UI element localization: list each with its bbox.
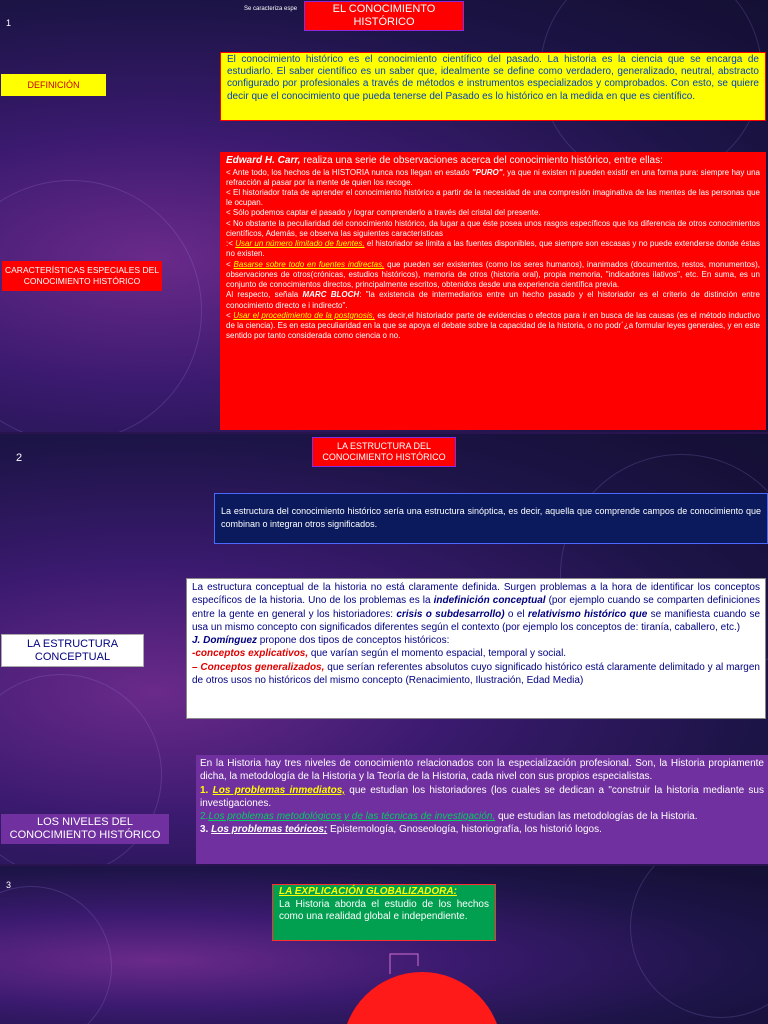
point-7-c: : "la existencia de intermediarios entre un hecho pasado y el historiador es el criterio de distinción entre conocimiento directo e i indirecto". bbox=[226, 290, 760, 310]
point-8 bbox=[226, 311, 760, 342]
c-6: relativismo histórico que bbox=[527, 608, 648, 620]
level-3 bbox=[200, 823, 764, 836]
l-4-b: Los problemas teóricos; bbox=[211, 824, 328, 836]
c-2: indefinición conceptual bbox=[433, 595, 546, 607]
conceptual-paragraph bbox=[192, 581, 760, 634]
levels-text bbox=[196, 755, 768, 864]
point-7-a: Al respecto, señala bbox=[226, 290, 303, 300]
l-2-b: Los problemas inmediatos, bbox=[212, 784, 346, 796]
point-5-b: Usar un número limitado de fuentes, bbox=[235, 239, 365, 249]
l-3-a: 2. bbox=[200, 811, 209, 823]
point-3: < Sólo podemos captar el pasado y lograr comprenderlo a través del cristal del presente. bbox=[226, 208, 541, 218]
l-4-a: 3. bbox=[200, 824, 212, 836]
l-2-c: que estudian los historiadores (los cuales se dedican a "construir la historia mediante sus investigaciones. bbox=[200, 784, 764, 809]
decorative-circle bbox=[0, 886, 112, 1024]
l-4-c: Epistemología, Gnoseología, historiografía, los historió logos. bbox=[327, 824, 602, 836]
c-3: (por ejemplo cuando se comparten definiciones entre la gente en general y los historiadores: bbox=[192, 595, 760, 620]
structure-intro: La estructura del conocimiento histórico sería una estructura sinóptica, es decir, aquella que comprende campos de conocimiento que combinan o integran otros significados. bbox=[214, 493, 768, 544]
generalizados-line bbox=[192, 661, 760, 688]
l-3-c: que estudian las metodologías de la Historia. bbox=[495, 811, 698, 823]
point-6 bbox=[226, 260, 760, 291]
point-7-b: MARC BLOCH bbox=[302, 290, 360, 300]
decorative-circle bbox=[0, 180, 202, 432]
c-13: que serían referentes absolutos cuyo significado histórico está claramente delimitado y al margen de otros usos no históricos del mismo concepto (Renacimiento, Ilustración, Edad Media) bbox=[192, 661, 760, 687]
point-5 bbox=[226, 239, 760, 259]
c-12: – Conceptos generalizados, bbox=[192, 661, 325, 673]
conceptual-label: LA ESTRUCTURA CONCEPTUAL bbox=[1, 634, 144, 667]
globalizing-text: La Historia aborda el estudio de los hechos como una realidad global e independiente. bbox=[279, 898, 489, 922]
point-8-a: < bbox=[226, 310, 234, 320]
c-10: -conceptos explicativos, bbox=[192, 648, 309, 660]
c-11: que varían según el momento espacial, temporal y social. bbox=[308, 648, 567, 660]
point-8-b: Usar el procedimiento de la postgnosis, bbox=[233, 310, 375, 320]
point-6-a: < bbox=[226, 259, 234, 269]
point-1 bbox=[226, 168, 760, 188]
level-1 bbox=[200, 784, 764, 811]
conceptual-text bbox=[186, 578, 766, 719]
point-2: < El historiador trata de aprender el conocimiento histórico a partir de la necesidad de una compresión imaginativa de las mentes de las personas que le ocupan. bbox=[226, 187, 760, 208]
point-8-c: es decir,el historiador parte de evidencias o efectos para ir en busca de las causas (es el método inductivo de la ciencia). Es en esta peculiaridad en la que se apoya el debate sobre la capacidad de la historia, o no podr´¿a formular leyes generales, y en este sentido por tanto considerada como ciencia o no. bbox=[226, 310, 760, 341]
definition-label: DEFINICIÓN bbox=[1, 74, 106, 96]
characteristics-label: CARACTERÍSTICAS ESPECIALES DEL CONOCIMIENTO HISTÓRICO bbox=[2, 261, 162, 291]
c-1: La estructura conceptual de la historia no está claramente definida. Surgen problemas a la hora de identificar los conceptos específicos de la historia. Uno de los problemas es la bbox=[192, 582, 760, 607]
point-6-c: que pueden ser existentes (como los seres humanos), inanimados (documentos, restos, monumentos), observaciones de otros(crónicas, estudios históricos), memoria de otros (historia oral), propia memoria, "indicadores ilativos", etc. En suma, es un conjunto de conocimientos directos, principalmente escritos, obtenidos desde una experiencia científica previa. bbox=[226, 259, 760, 290]
globalizing-title: LA EXPLICACIÓN GLOBALIZADORA: bbox=[279, 886, 457, 897]
levels-intro: En la Historia hay tres niveles de conocimiento relacionados con la especialización profesional. Son, la Historia propiamente dicha, la metodología de la Historia y la Teoría de la Historia, cada nivel con sus propios especialistas. bbox=[200, 758, 764, 783]
c-7: se manifiesta cuando se usa un mismo concepto con significados diferentes según el contexto (por ejemplo los conceptos de: tiranía, caballero, etc.) bbox=[192, 608, 761, 633]
c-9: propone dos tipos de conceptos históricos: bbox=[257, 635, 450, 647]
carr-paragraph bbox=[226, 155, 760, 168]
decorative-circle bbox=[630, 866, 768, 1018]
slide-1 bbox=[0, 0, 768, 432]
slide-2 bbox=[0, 434, 768, 864]
point-1-b: "PURO" bbox=[471, 167, 503, 177]
point-5-a: :< bbox=[226, 239, 236, 249]
point-7 bbox=[226, 290, 760, 310]
c-4: crisis o subdesarrollo) bbox=[396, 608, 505, 620]
slide-number: 1 bbox=[6, 18, 12, 28]
carr-intro: realiza una serie de observaciones acerca del conocimiento histórico, entre ellas: bbox=[300, 155, 663, 166]
slide-title: EL CONOCIMIENTO HISTÓRICO bbox=[304, 1, 464, 31]
globalizing-box bbox=[272, 884, 496, 941]
slide-3 bbox=[0, 866, 768, 1024]
slide-number: 2 bbox=[16, 452, 23, 464]
explicativos-line bbox=[192, 647, 760, 660]
point-1-c: , ya que ni existen ni pueden existir en una forma pura: siempre hay una refracción al pasar por la mente de quien los recoge. bbox=[226, 167, 761, 187]
levels-label: LOS NIVELES DEL CONOCIMIENTO HISTÓRICO bbox=[1, 814, 169, 844]
carr-name: Edward H. Carr, bbox=[226, 155, 301, 166]
point-4: < No obstante la peculiaridad del conocimiento histórico, da lugar a que éste posea unos rasgos específicos que los diferencia de otros conocimientos científicos, Además, se observa las siguientes características bbox=[226, 218, 760, 238]
l-2-a: 1. bbox=[200, 784, 213, 796]
point-1-a: < Ante todo, los hechos de la HISTORIA nunca nos llegan en estado bbox=[226, 167, 472, 177]
c-8: J. Domínguez bbox=[192, 635, 258, 647]
slide-number: 3 bbox=[6, 880, 12, 890]
red-circle-shape bbox=[342, 972, 502, 1024]
point-5-c: el historiador se limita a las fuentes disponibles, que siempre son escasas y no puede extenderse donde éstas no existen. bbox=[226, 239, 760, 259]
characteristics-text bbox=[220, 152, 766, 430]
globalizing-title-line bbox=[279, 886, 489, 899]
definition-text: El conocimiento histórico es el conocimiento científico del pasado. La historia es la ciencia que se encarga de estudiarlo. El saber científico es un saber que, idealmente se define como verdadero, generalizado, neutral, abstracto configurado por profesionales a través de métodos e instrumentos especializados y comprobados. Con esto, se quiere decir que el conocimiento que pueda tenerse del Pasado es lo histórico en la medida en que es científico. bbox=[220, 52, 766, 121]
slide-title: LA ESTRUCTURA DEL CONOCIMIENTO HISTÓRICO bbox=[312, 437, 456, 467]
l-3-b: Los problemas metodológicos y de las técnicas de investigación, bbox=[208, 811, 496, 823]
faded-text: Se caracteriza espe bbox=[244, 6, 298, 12]
level-2 bbox=[200, 810, 764, 823]
point-6-b: Basarse sobre todo en fuentes indirectas, bbox=[233, 259, 385, 269]
c-5: o el bbox=[504, 608, 528, 620]
dominguez-line bbox=[192, 634, 760, 647]
